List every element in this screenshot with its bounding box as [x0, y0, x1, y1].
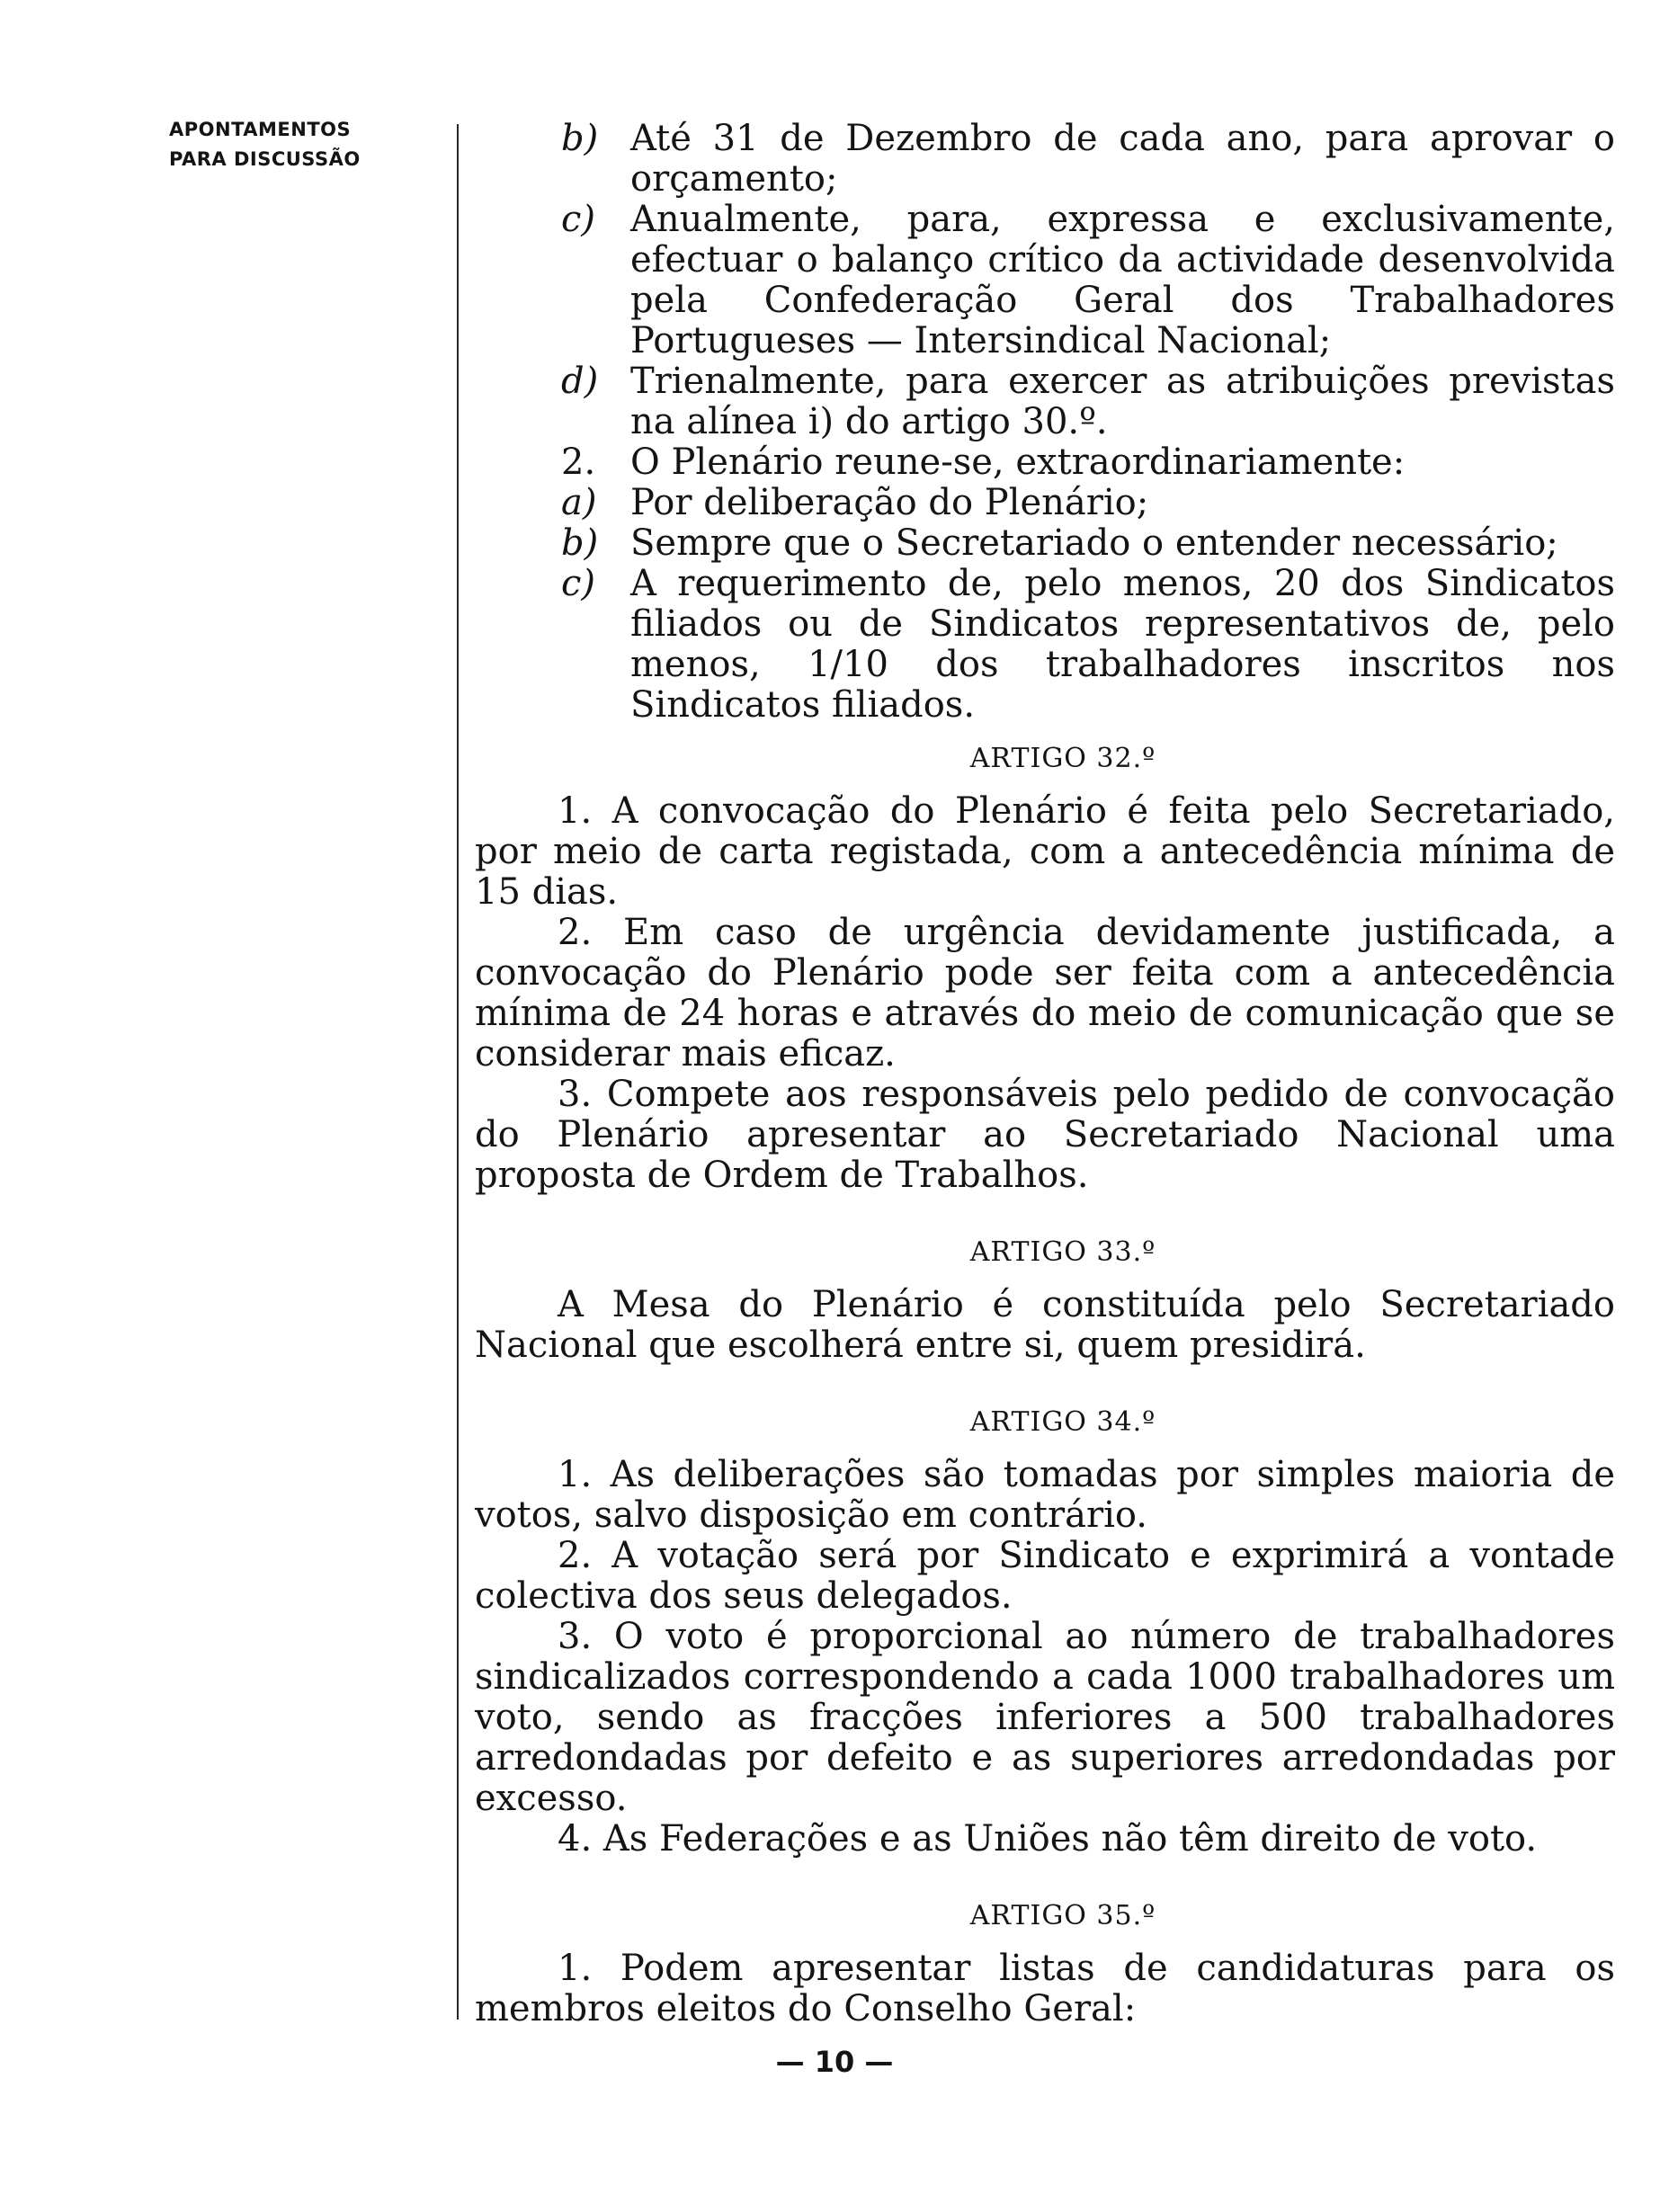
- list-item-text: Até 31 de Dezembro de cada ano, para aprovar o orçamento;: [630, 118, 1615, 200]
- list-item-label: 2.: [561, 442, 596, 483]
- list-item: [475, 564, 1615, 726]
- list-item: [475, 361, 1615, 442]
- list-item-text: Trienalmente, para exercer as atribuições previstas na alínea i) do artigo 30.º.: [630, 361, 1615, 442]
- article-heading-32: ARTIGO 32.º: [969, 743, 1156, 774]
- list-item-text: A requerimento de, pelo menos, 20 dos Sindicatos filiados ou de Sindicatos representativos de, pelo menos, 1/10 dos trabalhadores inscritos nos Sindicatos filiados.: [630, 563, 1615, 726]
- margin-note-line-1: APONTAMENTOS: [169, 119, 352, 140]
- list-item-text: O Plenário reune-se, extraordinariamente:: [630, 442, 1406, 483]
- list-item-label: d): [561, 361, 599, 402]
- margin-note: [169, 115, 412, 174]
- list-item-text: Sempre que o Secretariado o entender necessário;: [630, 522, 1558, 564]
- list-item: [475, 200, 1615, 361]
- list-item-label: b): [561, 522, 599, 564]
- margin-note-line-2: PARA DISCUSSÃO: [169, 148, 361, 170]
- list-item-label: b): [561, 118, 599, 159]
- article-paragraph: 3. O voto é proporcional ao número de trabalhadores sindicalizados correspondendo a cada 1000 trabalhadores um voto, sendo as fracções inferiores a 500 trabalhadores arredondadas por defeito e as superiores arredondadas por excesso.: [475, 1616, 1615, 1819]
- list-item: [475, 442, 1615, 483]
- article-paragraph: 1. Podem apresentar listas de candidaturas para os membros eleitos do Conselho Geral:: [475, 1948, 1615, 2029]
- list-item-label: c): [561, 563, 596, 604]
- list-item-label: c): [561, 199, 596, 240]
- article-heading-34: ARTIGO 34.º: [969, 1406, 1156, 1438]
- article-paragraph: 1. As deliberações são tomadas por simples maioria de votos, salvo disposição em contrário.: [475, 1454, 1615, 1536]
- article-paragraph: A Mesa do Plenário é constituída pelo Secretariado Nacional que escolherá entre si, quem presidirá.: [475, 1284, 1615, 1366]
- article-heading-35: ARTIGO 35.º: [969, 1900, 1156, 1931]
- article-paragraph: 3. Compete aos responsáveis pelo pedido de convocação do Plenário apresentar ao Secretariado Nacional uma proposta de Ordem de Trabalhos.: [475, 1074, 1615, 1196]
- list-item-text: Anualmente, para, expressa e exclusivamente, efectuar o balanço crítico da actividade desenvolvida pela Confederação Geral dos Trabalhadores Portugueses — Intersindical Nacional;: [630, 199, 1615, 361]
- list-item-label: a): [561, 482, 597, 523]
- article-paragraph: 1. A convocação do Plenário é feita pelo Secretariado, por meio de carta registada, com a antecedência mínima de 15 dias.: [475, 790, 1615, 913]
- vertical-rule: [457, 124, 459, 2020]
- document-body: [475, 119, 1615, 2029]
- article-paragraph: 4. As Federações e as Uniões não têm direito de voto.: [558, 1818, 1538, 1860]
- list-item: [475, 483, 1615, 523]
- article-paragraph: 2. Em caso de urgência devidamente justificada, a convocação do Plenário pode ser feita com a antecedência mínima de 24 horas e através do meio de comunicação que se considerar mais eficaz.: [475, 912, 1615, 1075]
- list-item: [475, 119, 1615, 200]
- list-item: [475, 523, 1615, 564]
- list-item-text: Por deliberação do Plenário;: [630, 482, 1149, 523]
- article-heading-33: ARTIGO 33.º: [969, 1236, 1156, 1268]
- page-number: — 10 —: [775, 2045, 894, 2079]
- article-paragraph: 2. A votação será por Sindicato e exprimirá a vontade colectiva dos seus delegados.: [475, 1535, 1615, 1617]
